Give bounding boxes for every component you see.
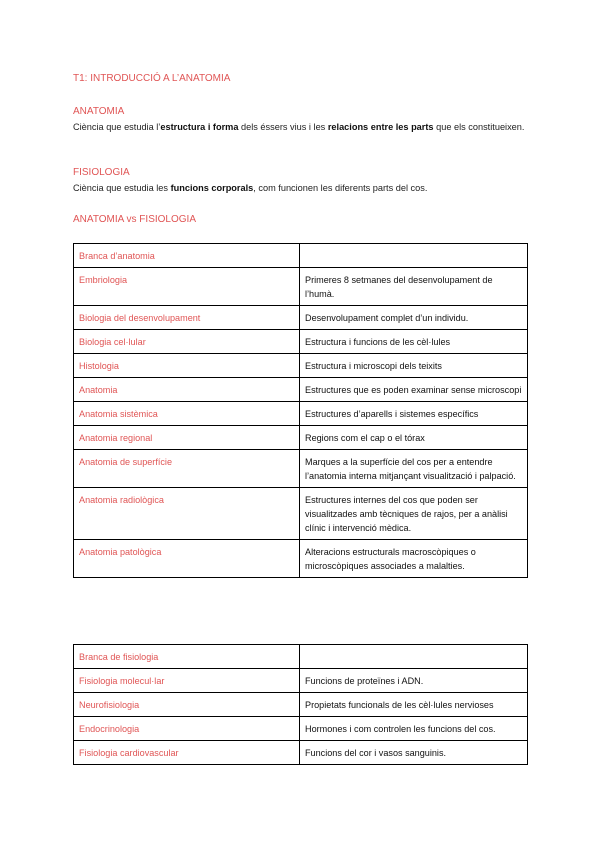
text-segment: dels éssers vius i les — [238, 122, 328, 132]
branch-description-cell: Marques a la superfície del cos per a entendre l’anatomia interna mitjançant visualització i palpació. — [300, 450, 528, 488]
table-row — [74, 354, 528, 378]
branch-description-cell — [300, 244, 528, 268]
branch-description-cell: Estructures d’aparells i sistemes específics — [300, 402, 528, 426]
branch-name-cell: Branca d’anatomia — [74, 244, 300, 268]
table-row — [74, 306, 528, 330]
table-row — [74, 450, 528, 488]
branch-description-cell: Estructures internes del cos que poden ser visualitzades amb tècniques de rajos, per a anàlisi clínic i intervenció mèdica. — [300, 488, 528, 540]
text-segment: , com funcionen les diferents parts del cos. — [253, 183, 428, 193]
branch-description-cell: Funcions del cor i vasos sanguinis. — [300, 741, 528, 765]
branch-description-cell: Estructura i microscopi dels teixits — [300, 354, 528, 378]
branch-description-cell: Alteracions estructurals macroscòpiques o microscòpiques associades a malalties. — [300, 540, 528, 578]
table-row — [74, 540, 528, 578]
text-segment: Ciència que estudia l’ — [73, 122, 161, 132]
fisiologia-heading: FISIOLOGIA — [73, 167, 130, 178]
branch-name-cell: Anatomia — [74, 378, 300, 402]
anatomia-heading: ANATOMIA — [73, 106, 125, 117]
branch-description-cell: Estructura i funcions de les cèl·lules — [300, 330, 528, 354]
table-header-row — [74, 645, 528, 669]
branch-name-cell: Neurofisiologia — [74, 693, 300, 717]
branch-name-cell: Biologia cel·lular — [74, 330, 300, 354]
branch-name-cell: Biologia del desenvolupament — [74, 306, 300, 330]
branch-name-cell: Fisiologia cardiovascular — [74, 741, 300, 765]
fisiologia-definition — [73, 181, 533, 196]
table-row — [74, 741, 528, 765]
physiology-branches-table — [73, 644, 528, 765]
branch-description-cell: Propietats funcionals de les cèl·lules nervioses — [300, 693, 528, 717]
emphasis-text: estructura i forma — [160, 122, 239, 132]
branch-name-cell: Fisiologia molecul·lar — [74, 669, 300, 693]
table-row — [74, 488, 528, 540]
branch-name-cell: Branca de fisiologia — [74, 645, 300, 669]
anatomia-definition — [73, 120, 533, 135]
branch-name-cell: Embriologia — [74, 268, 300, 306]
branch-name-cell: Anatomia patològica — [74, 540, 300, 578]
branch-description-cell: Regions com el cap o el tórax — [300, 426, 528, 450]
comparison-heading: ANATOMIA vs FISIOLOGIA — [73, 214, 196, 225]
emphasis-text: relacions entre les parts — [327, 122, 434, 132]
anatomy-branches-table — [73, 243, 528, 578]
branch-description-cell: Funcions de proteïnes i ADN. — [300, 669, 528, 693]
table-row — [74, 717, 528, 741]
emphasis-text: funcions corporals — [170, 183, 254, 193]
table-header-row — [74, 244, 528, 268]
table-row — [74, 268, 528, 306]
branch-name-cell: Endocrinologia — [74, 717, 300, 741]
branch-name-cell: Anatomia regional — [74, 426, 300, 450]
branch-name-cell: Anatomia radiològica — [74, 488, 300, 540]
branch-name-cell: Anatomia de superfície — [74, 450, 300, 488]
table-row — [74, 693, 528, 717]
branch-description-cell: Desenvolupament complet d’un individu. — [300, 306, 528, 330]
branch-description-cell: Hormones i com controlen les funcions del cos. — [300, 717, 528, 741]
branch-name-cell: Histologia — [74, 354, 300, 378]
branch-name-cell: Anatomia sistèmica — [74, 402, 300, 426]
table-row — [74, 330, 528, 354]
table-row — [74, 426, 528, 450]
branch-description-cell: Estructures que es poden examinar sense microscopi — [300, 378, 528, 402]
table-row — [74, 402, 528, 426]
document-title: T1: INTRODUCCIÓ A L’ANATOMIA — [73, 73, 231, 84]
branch-description-cell: Primeres 8 setmanes del desenvolupament de l’humà. — [300, 268, 528, 306]
text-segment: Ciència que estudia les — [73, 183, 171, 193]
text-segment: que els constitueixen. — [433, 122, 525, 132]
table-row — [74, 378, 528, 402]
table-row — [74, 669, 528, 693]
branch-description-cell — [300, 645, 528, 669]
